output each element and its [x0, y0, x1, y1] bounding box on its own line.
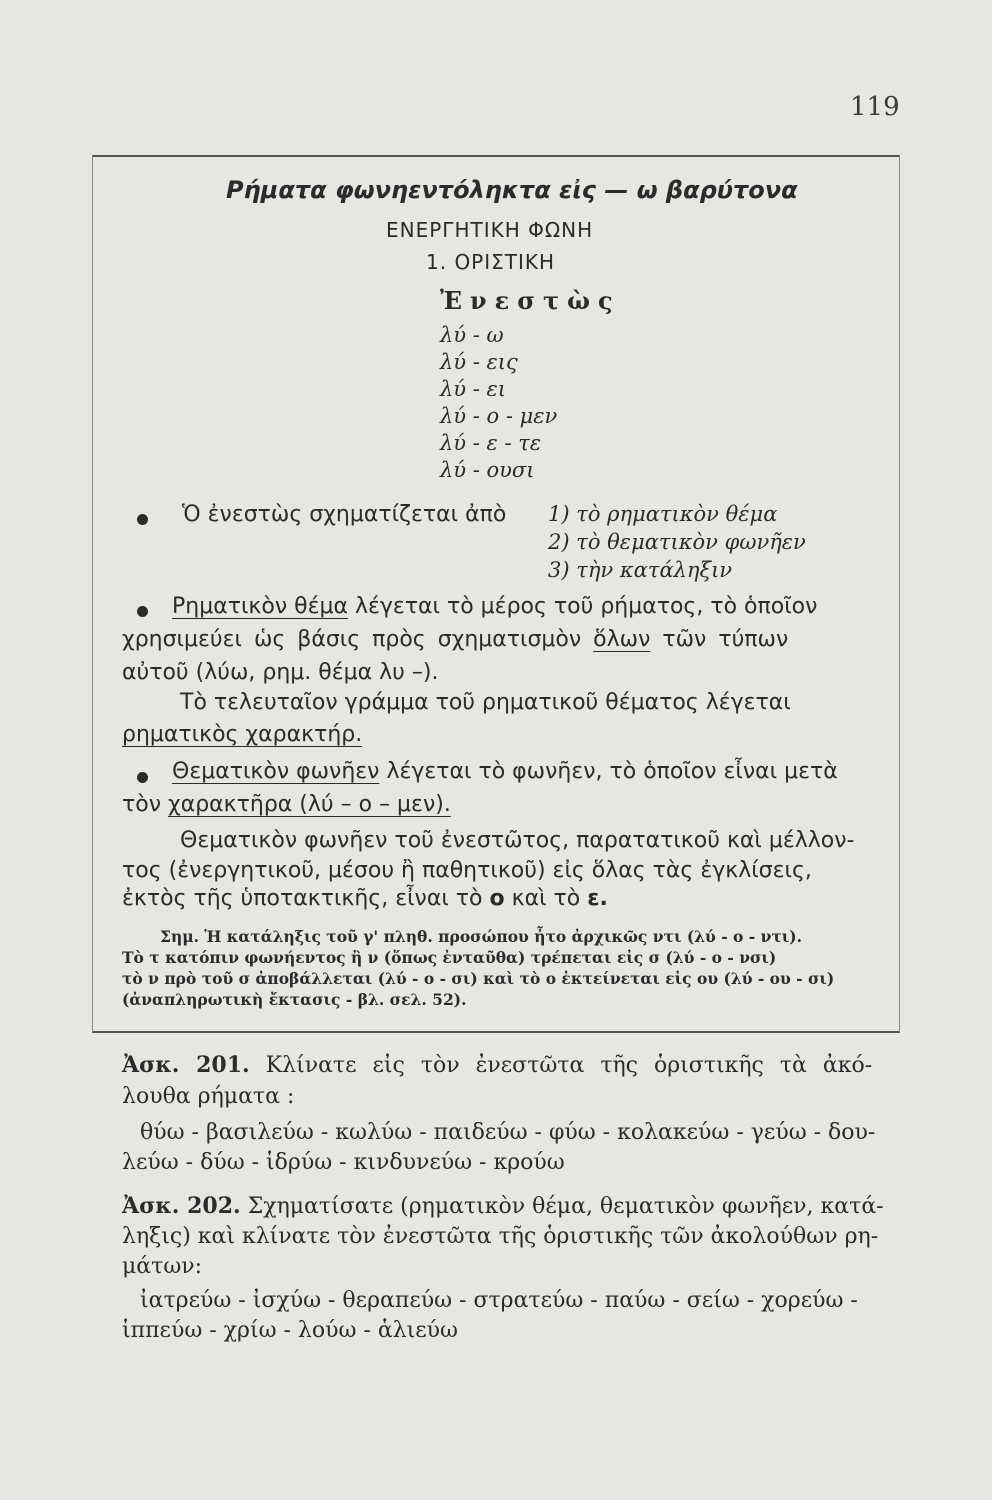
stem-definition-line — [122, 627, 788, 652]
exercise-text: μάτων: — [122, 1254, 203, 1279]
underlined-word: ὅλων — [593, 627, 651, 652]
vowel-letter: ε. — [587, 886, 608, 911]
conjugation-form: λύ - ε - τε — [440, 431, 542, 455]
exercise-text: Σχηματίσατε (ρηματικὸν θέμα, θεματικὸν φωνῆεν, κατά- — [247, 1194, 884, 1219]
note-line: Σημ. Ἡ κατάληξις τοῦ γ' πληθ. προσώπου ἦτο ἀρχικῶς ντι (λύ - ο - ντι). — [160, 927, 803, 946]
stem-definition-text: λέγεται τὸ μέρος τοῦ ρήματος, τὸ ὁποῖον — [354, 594, 818, 619]
tense-heading: Ἐνεστὼς — [440, 286, 621, 315]
formation-item: 3) τὴν κατάληξιν — [548, 558, 733, 582]
character-definition-line: Τὸ τελευταῖον γράμμα τοῦ ρηματικοῦ θέματος λέγεται — [180, 690, 791, 715]
exercise-text: ληξις) καὶ κλίνατε τὸν ἐνεστῶτα τῆς ὁριστικῆς τῶν ἀκολούθων ρη- — [122, 1224, 879, 1249]
formation-item: 1) τὸ ρηματικὸν θέμα — [548, 502, 778, 526]
vowel-paragraph-line: τος (ἐνεργητικοῦ, μέσου ἢ παθητικοῦ) εἰς ὅλας τὰς ἐγκλίσεις, — [122, 858, 812, 883]
conjugation-form: λύ - ουσι — [440, 458, 535, 482]
vowel-definition-line — [172, 759, 838, 784]
bullet-icon — [137, 514, 148, 525]
bullet-icon — [137, 606, 148, 617]
vowel-definition-text: λέγεται τὸ φωνῆεν, τὸ ὁποῖον εἶναι μετὰ — [386, 759, 838, 784]
box-title: Ρήματα φωνηεντόληκτα εἰς — ω βαρύτονα — [226, 176, 798, 204]
vowel-paragraph-text: καὶ τὸ — [511, 886, 581, 911]
voice-heading: ΕΝΕΡΓΗΤΙΚΗ ΦΩΝΗ — [386, 218, 594, 242]
stem-definition-line: αὐτοῦ (λύω, ρημ. θέμα λυ –). — [122, 660, 439, 685]
stem-definition-line — [172, 594, 817, 619]
exercise-text: λουθα ρήματα : — [122, 1084, 295, 1109]
exercise-text: Κλίνατε εἰς τὸν ἐνεστῶτα τῆς ὁριστικῆς τὰ ἀκό- — [265, 1053, 873, 1078]
underlined-phrase: χαρακτῆρα (λύ – ο – μεν). — [168, 792, 451, 817]
exercise-201-line — [122, 1052, 872, 1078]
conjugation-form: λύ - εις — [440, 350, 518, 374]
exercise-label: Ἀσκ. 201. — [122, 1052, 250, 1078]
vowel-paragraph-line: Θεματικὸν φωνῆεν τοῦ ἐνεστῶτος, παρατατικοῦ καὶ μέλλον- — [180, 828, 855, 853]
formation-item: 2) τὸ θεματικὸν φωνῆεν — [548, 530, 806, 554]
stem-term: Ρηματικὸν θέμα — [172, 594, 348, 619]
vowel-letter: ο — [489, 886, 505, 911]
vowel-definition-text: τὸν — [122, 792, 161, 817]
conjugation-list — [440, 322, 557, 484]
vowel-term: Θεματικὸν φωνῆεν — [172, 759, 380, 784]
vowel-definition-line — [122, 792, 451, 817]
note-line: (ἀναπληρωτικὴ ἔκτασις - βλ. σελ. 52). — [122, 990, 467, 1009]
note-block — [122, 926, 870, 1010]
exercise-words: θύω - βασιλεύω - κωλύω - παιδεύω - φύω - κολακεύω - γεύω - δου- — [140, 1120, 876, 1145]
stem-definition-text: χρησιμεύει ὡς βάσις πρὸς σχηματισμὸν — [122, 627, 582, 652]
conjugation-form: λύ - ω — [440, 323, 504, 347]
note-line: Τὸ τ κατόπιν φωνήεντος ἢ ν (ὅπως ἐνταῦθα) τρέπεται εἰς σ (λύ - ο - νσι) — [122, 948, 777, 967]
conjugation-form: λύ - ει — [440, 377, 507, 401]
page-number: 119 — [850, 92, 900, 122]
bullet-icon — [137, 772, 148, 783]
character-term: ρηματικὸς χαρακτήρ. — [122, 722, 363, 747]
exercise-words: λεύω - δύω - ἱδρύω - κινδυνεύω - κρούω — [122, 1150, 565, 1175]
conjugation-form: λύ - ο - μεν — [440, 404, 558, 428]
exercise-words: ἱππεύω - χρίω - λούω - ἁλιεύω — [122, 1318, 458, 1343]
exercise-words: ἰατρεύω - ἰσχύω - θεραπεύω - στρατεύω - παύω - σείω - χορεύω - — [140, 1288, 858, 1313]
vowel-paragraph-text: ἐκτὸς τῆς ὑποτακτικῆς, εἶναι τὸ — [122, 886, 483, 911]
stem-definition-text: τῶν τύπων — [662, 627, 789, 652]
exercise-label: Ἀσκ. 202. — [122, 1193, 241, 1219]
vowel-paragraph-line — [122, 886, 608, 911]
exercise-202-line — [122, 1193, 884, 1219]
mood-heading: 1. ΟΡΙΣΤΙΚΗ — [426, 250, 556, 274]
formation-intro: Ὁ ἐνεστὼς σχηματίζεται ἀπὸ — [182, 502, 507, 527]
note-line: τὸ ν πρὸ τοῦ σ ἀποβάλλεται (λύ - ο - σι) καὶ τὸ ο ἐκτείνεται εἰς ου (λύ - ου - σι) — [122, 969, 835, 988]
